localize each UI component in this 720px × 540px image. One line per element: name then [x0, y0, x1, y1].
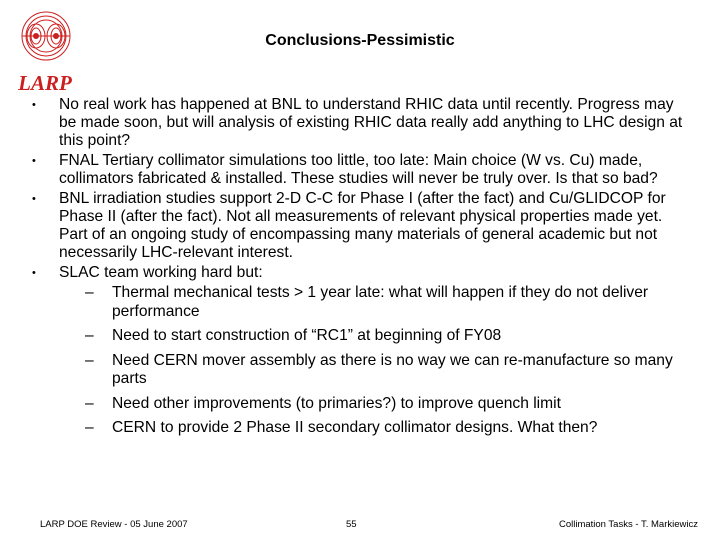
bullet-text: BNL irradiation studies support 2-D C-C for Phase I (after the fact) and Cu/GLIDCOP for Phase II (after the fact). Not all measurements of relevant physical properties made yet. Part of an ongoing study of encompassing many materials of general academic but not necessarily LHC-relevant interest. — [59, 190, 666, 261]
bullet-item — [32, 152, 692, 188]
bullet-text: SLAC team working hard but: — [59, 264, 263, 281]
sub-bullet-item — [59, 284, 692, 321]
dash-marker: – — [85, 394, 94, 412]
bullet-list — [32, 96, 692, 438]
larp-logo — [14, 10, 78, 98]
sub-bullet-text: Need to start construction of “RC1” at beginning of FY08 — [112, 327, 502, 344]
sub-bullet-text: CERN to provide 2 Phase II secondary collimator designs. What then? — [112, 419, 598, 436]
sub-bullet-item — [59, 327, 692, 346]
sub-bullet-item — [59, 352, 692, 389]
bullet-marker: • — [32, 267, 36, 279]
sub-bullet-list — [59, 284, 692, 438]
bullet-text: FNAL Tertiary collimator simulations too little, too late: Main choice (W vs. Cu) made, collimators fabricated & installed. These studies will never be truly over. Is that so bad? — [59, 152, 658, 187]
bullet-text: No real work has happened at BNL to understand RHIC data until recently. Progress may be made soon, but will analysis of existing RHIC data really add anything to LHC design at this point? — [59, 96, 683, 149]
sub-bullet-text: Thermal mechanical tests > 1 year late: what will happen if they do not deliver performance — [112, 284, 649, 320]
bullet-item — [32, 264, 692, 438]
dash-marker: – — [85, 419, 94, 436]
slide-title: Conclusions-Pessimistic — [265, 32, 455, 49]
dash-marker: – — [85, 351, 94, 369]
bullet-marker: • — [32, 155, 36, 167]
larp-emblem-icon — [14, 10, 78, 98]
footer-page-number: 55 — [346, 519, 357, 530]
bullet-item — [32, 96, 692, 150]
dash-marker: – — [85, 284, 94, 301]
sub-bullet-text: Need other improvements (to primaries?) to improve quench limit — [112, 394, 561, 412]
footer-event: LARP DOE Review - 05 June 2007 — [40, 519, 188, 530]
bullet-marker: • — [32, 99, 36, 111]
footer-author: Collimation Tasks - T. Markiewicz — [558, 519, 698, 530]
bullet-item — [32, 190, 692, 262]
sub-bullet-item — [59, 395, 692, 414]
logo-text: LARP — [18, 71, 72, 95]
bullet-marker: • — [32, 193, 36, 205]
sub-bullet-item — [59, 419, 692, 438]
slide-body — [32, 96, 692, 444]
dash-marker: – — [85, 327, 94, 344]
sub-bullet-text: Need CERN mover assembly as there is no way we can re-manufacture so many parts — [112, 351, 673, 387]
